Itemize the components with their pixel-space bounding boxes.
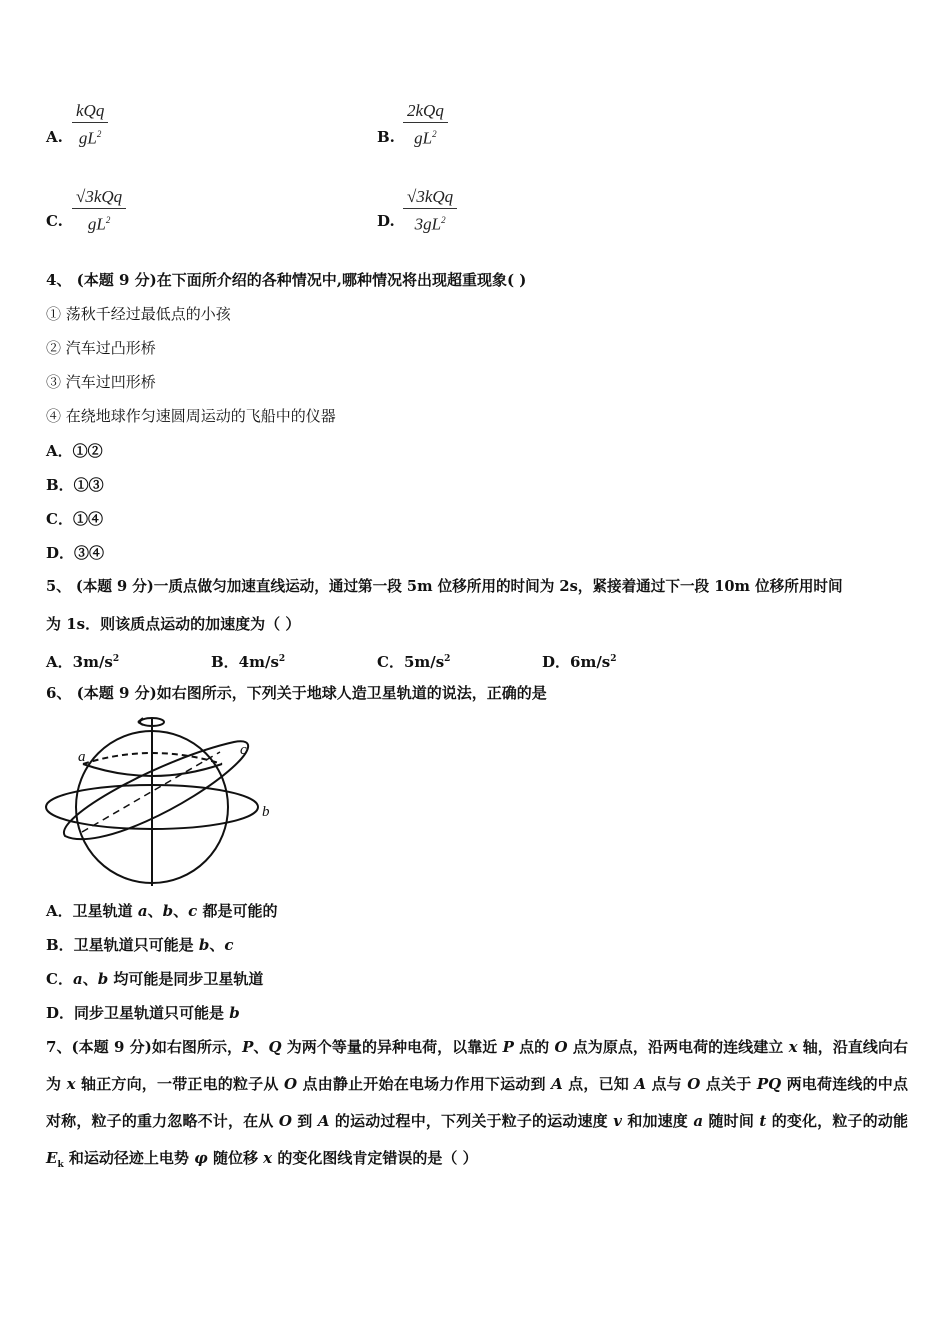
q6-option-a: A．卫星轨道 a、b、c 都是可能的	[46, 902, 278, 920]
formula-numerator: 3kQq	[416, 187, 454, 206]
q3-option-c-letter: C.	[46, 212, 63, 230]
q4-item-1: ① 荡秋千经过最低点的小孩	[46, 305, 231, 323]
satellite-orbit-figure	[42, 712, 282, 888]
formula-numerator: kQq	[72, 100, 108, 123]
q3-option-d-letter: D.	[377, 212, 395, 230]
q3-option-d-formula	[403, 186, 457, 236]
label-b: b	[262, 804, 270, 820]
formula-exponent: 2	[432, 129, 437, 139]
q5-stem-line1: 5、 (本题 9 分)一质点做匀加速直线运动，通过第一段 5m 位移所用的时间为 2s，紧接着通过下一段 10m 位移所用时间	[46, 578, 843, 595]
q6-option-c: C．a、b 均可能是同步卫星轨道	[46, 970, 264, 988]
q5-option-b: B．$4m/s^2$	[211, 653, 286, 671]
q4-item-2: ② 汽车过凸形桥	[46, 339, 156, 357]
formula-numerator: 3kQq	[85, 187, 123, 206]
q4-option-d: D．③④	[46, 544, 105, 562]
q4-option-c: C．①④	[46, 510, 103, 528]
q3-option-c-formula	[72, 186, 126, 236]
q6-option-b: B．卫星轨道只可能是 b、c	[46, 936, 234, 954]
q6-option-d: D．同步卫星轨道只可能是 b	[46, 1004, 240, 1022]
formula-denominator: gL	[414, 128, 433, 148]
formula-exponent: 2	[441, 215, 446, 225]
sqrt-icon: √	[76, 187, 86, 206]
formula-numerator: 2kQq	[403, 100, 448, 123]
q3-option-b-letter: B.	[377, 128, 395, 146]
q4-item-3: ③ 汽车过凹形桥	[46, 373, 156, 391]
formula-denominator: 3gL	[414, 214, 442, 234]
q3-option-b-formula	[403, 100, 448, 150]
q6-stem: 6、 (本题 9 分)如右图所示，下列关于地球人造卫星轨道的说法，正确的是	[46, 684, 547, 702]
q4-stem: 4、 (本题 9 分)在下面所介绍的各种情况中,哪种情况将出现超重现象( )	[46, 271, 527, 289]
q4-item-4: ④ 在绕地球作匀速圆周运动的飞船中的仪器	[46, 407, 336, 425]
sqrt-icon: √	[407, 187, 417, 206]
q5-stem-line2: 为 1s．则该质点运动的加速度为（ ）	[46, 615, 301, 633]
label-c: c	[240, 742, 247, 758]
formula-denominator: gL	[78, 128, 97, 148]
q7-stem: 7、(本题 9 分)如右图所示，P、Q 为两个等量的异种电荷，以靠近 P 点的 O 点为原点，沿两电荷的连线建立 x 轴，沿直线向右为 x 轴正方向，一带正电的粒子从 O 点由静止开始在电场力作用下运动到 A 点，已知 A 点与 O 点关于 PQ 两电荷连线的中点对称，粒子的重力忽略不计，在从 O 到 A 的运动过程中，下列关于粒子的运动速度 v 和加速度 a 随时间 t 的变化，粒子的动能 $E_k$ 和运动径迹上电势 φ 随位移 x 的变化图线肯定错误的是（ ）	[46, 1038, 909, 1170]
q5-option-c: C．$5m/s^2$	[377, 653, 451, 671]
q3-option-a-formula	[72, 100, 108, 150]
q4-option-b: B．①③	[46, 476, 104, 494]
q5-option-d: D．$6m/s^2$	[542, 653, 617, 671]
q5-option-a: A．$3m/s^2$	[46, 653, 120, 671]
q3-option-a-letter: A.	[46, 128, 63, 146]
label-a: a	[78, 749, 86, 765]
formula-exponent: 2	[96, 129, 102, 139]
formula-denominator: gL	[87, 214, 106, 234]
q4-option-a: A．①②	[46, 442, 103, 460]
formula-exponent: 2	[105, 215, 111, 225]
